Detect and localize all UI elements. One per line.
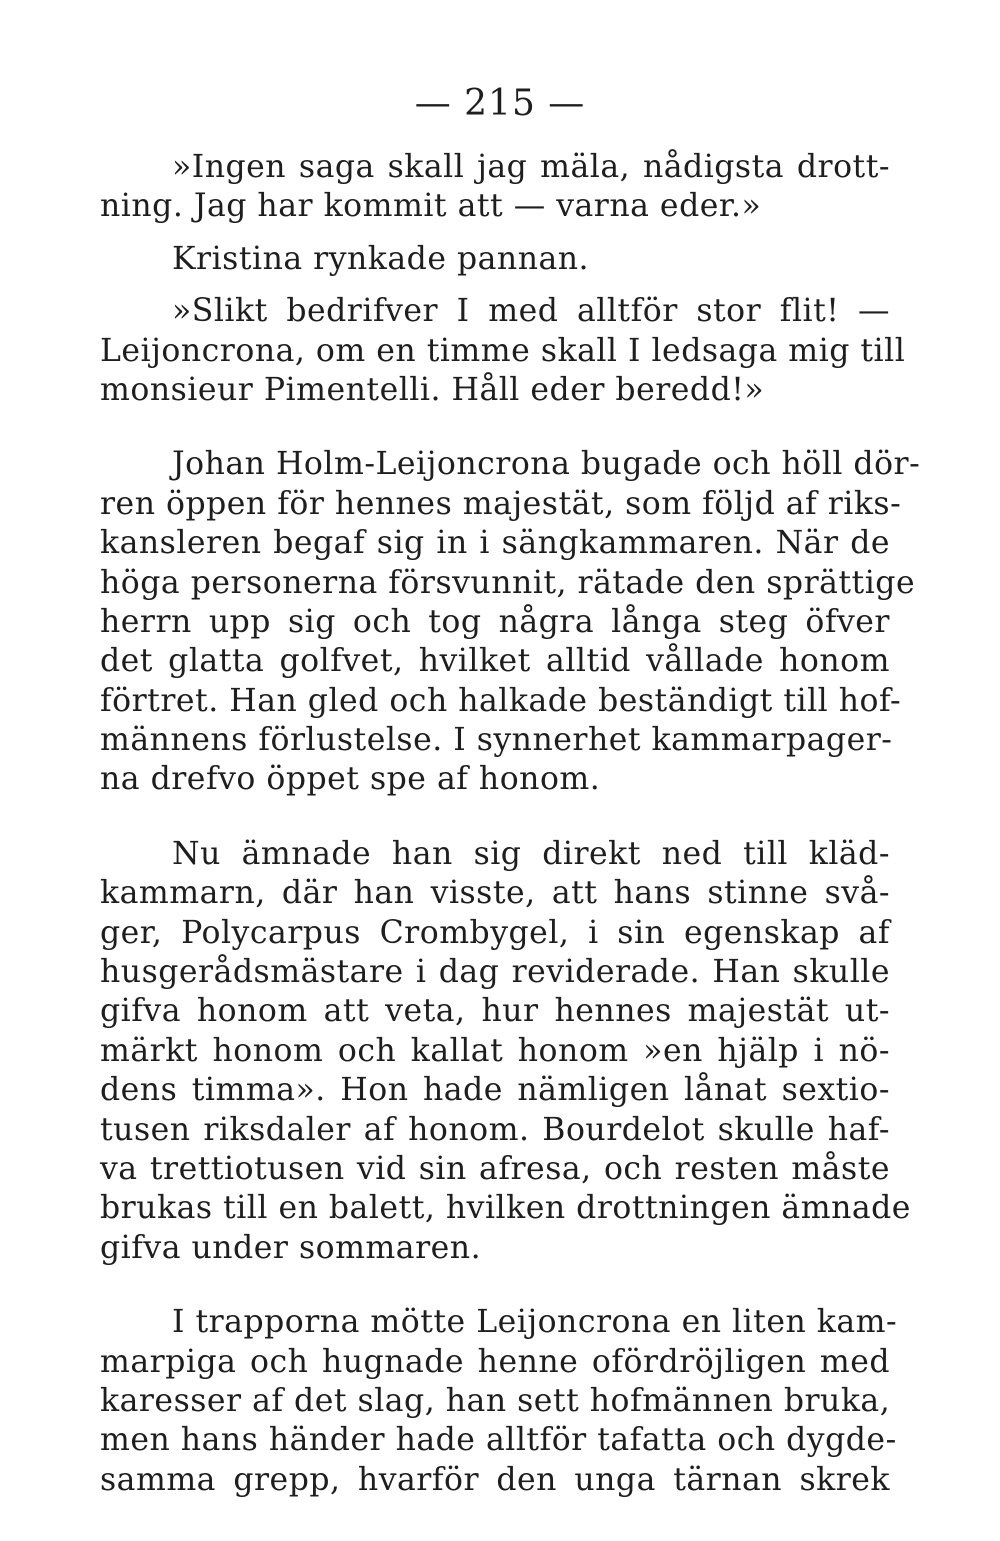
text-line: kammarn, där han visste, att hans stinne svå- xyxy=(100,875,890,912)
paragraph xyxy=(100,148,890,227)
text-line: förtret. Han gled och halkade beständigt till hof- xyxy=(100,682,902,719)
text-line: ning. Jag har kommit att — varna eder.» xyxy=(100,188,762,225)
text-line: dens timma». Hon hade nämligen lånat sextio- xyxy=(100,1072,890,1109)
text-line: tusen riksdaler af honom. Bourdelot skulle haf- xyxy=(100,1111,890,1148)
text-line: monsieur Pimentelli. Håll eder beredd!» xyxy=(100,371,765,408)
text-line: na drefvo öppet spe af honom. xyxy=(100,761,601,798)
text-line: märkt honom och kallat honom »en hjälp i nö- xyxy=(100,1032,890,1069)
text-line: va trettiotusen vid sin afresa, och resten måste xyxy=(100,1150,890,1187)
text-line: Leijoncrona, om en timme skall I ledsaga mig till xyxy=(100,332,906,369)
text-line: husgerådsmästare i dag reviderade. Han skulle xyxy=(100,954,890,991)
paragraph xyxy=(100,292,906,410)
text-line: karesser af det slag, han sett hofmännen bruka, xyxy=(100,1382,891,1419)
text-line: gifva honom att veta, hur hennes majestät ut- xyxy=(100,993,890,1030)
text-line: höga personerna försvunnit, rätade den sprättige xyxy=(100,564,916,601)
text-line: kansleren begaf sig in i sängkammaren. När de xyxy=(100,525,890,562)
text-line: Nu ämnade han sig direkt ned till kläd- xyxy=(172,835,890,872)
paragraph xyxy=(100,1303,898,1500)
text-line: det glatta golfvet, hvilket alltid vållade honom xyxy=(100,643,890,680)
text-line: ren öppen för hennes majestät, som följd af riks- xyxy=(100,485,902,522)
text-line: Johan Holm-Leijoncrona bugade och höll dör- xyxy=(172,446,921,483)
text-line: Kristina rynkade pannan. xyxy=(172,240,590,277)
text-line: samma grepp, hvarför den unga tärnan skrek xyxy=(100,1461,890,1498)
text-line: »Slikt bedrifver I med alltför stor flit! — xyxy=(172,293,890,330)
text-line: »Ingen saga skall jag mäla, nådigsta drott- xyxy=(172,149,890,185)
paragraph xyxy=(100,835,911,1268)
page-number: — 215 — xyxy=(414,83,586,124)
text-line: brukas till en balett, hvilken drottningen ämnade xyxy=(100,1190,911,1227)
text-line: marpiga och hugnade henne ofördröjligen med xyxy=(100,1343,890,1380)
paragraph xyxy=(100,240,890,279)
text-line: gifva under sommaren. xyxy=(100,1229,482,1266)
text-line: I trapporna mötte Leijoncrona en liten kam- xyxy=(172,1304,898,1341)
paragraph xyxy=(100,445,921,800)
body-text xyxy=(100,148,921,1500)
text-line: männens förlustelse. I synnerhet kammarpager- xyxy=(100,722,893,759)
text-line: herrn upp sig och tog några långa steg öfver xyxy=(100,603,890,640)
text-line: ger, Polycarpus Crombygel, i sin egenskap af xyxy=(100,914,890,951)
text-line: men hans händer hade alltför tafatta och dygde- xyxy=(100,1422,897,1459)
